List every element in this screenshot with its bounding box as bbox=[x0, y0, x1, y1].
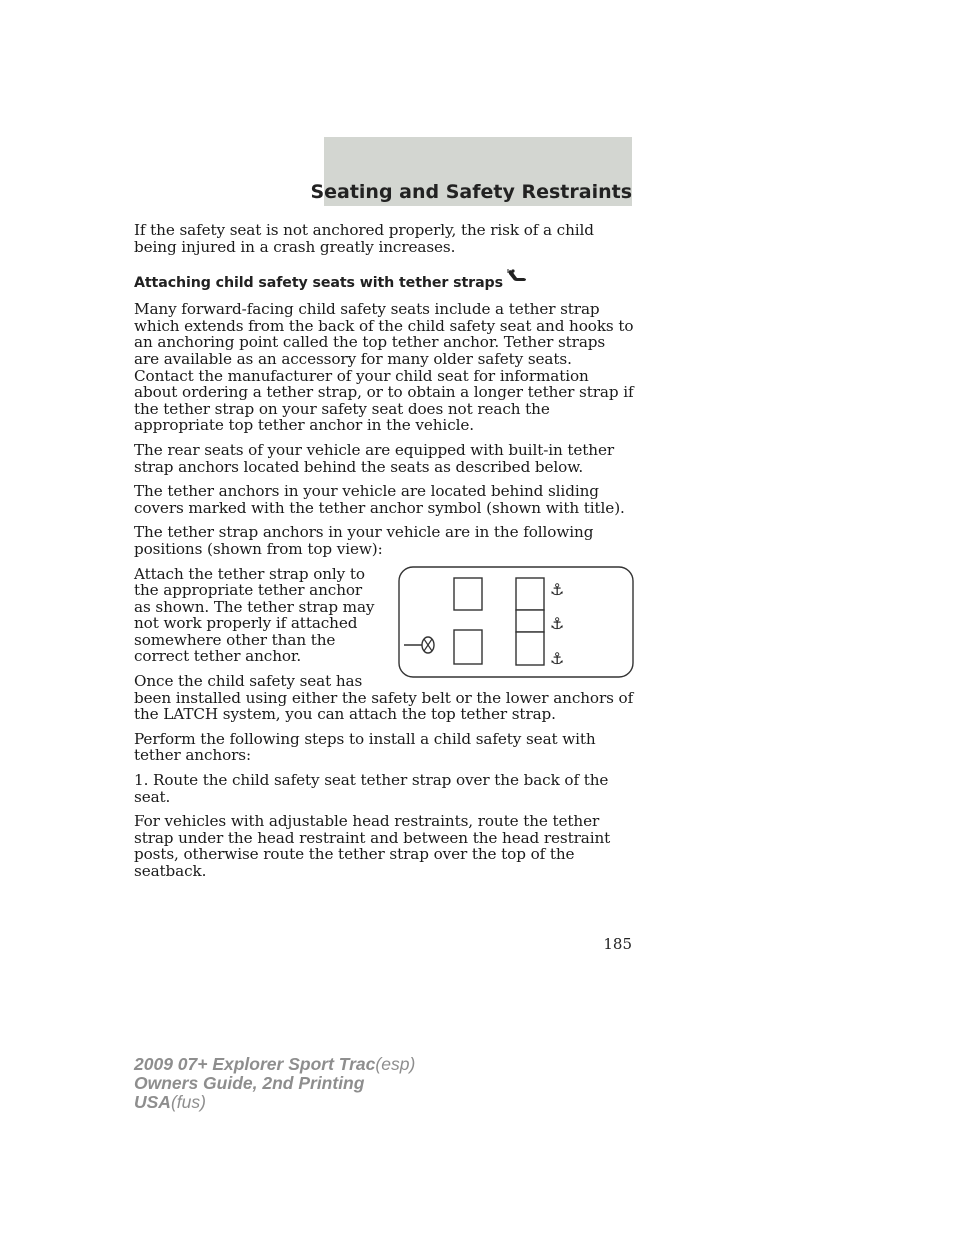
paragraph-6: Once the child safety seat has been installed using either the safety belt or the lower anchors of the LATCH system, you can attach the top tether strap. bbox=[134, 672, 634, 724]
footer-line-1: 2009 07+ Explorer Sport Trac(esp) bbox=[134, 1054, 416, 1074]
paragraph-4: The tether strap anchors in your vehicle are in the following positions (shown from top view): bbox=[134, 523, 594, 558]
rear-seat-right bbox=[516, 632, 544, 665]
anchor-symbol-left: ⚓ bbox=[550, 579, 565, 599]
front-seat bbox=[454, 578, 482, 610]
page-title: Seating and Safety Restraints bbox=[310, 181, 632, 203]
rear-seat-left bbox=[516, 578, 544, 610]
tether-anchor-diagram-svg bbox=[398, 566, 634, 678]
footer-line-2: Owners Guide, 2nd Printing bbox=[134, 1073, 365, 1093]
tether-anchor-diagram bbox=[398, 566, 634, 678]
anchor-symbol-right: ⚓ bbox=[550, 648, 565, 668]
intro-paragraph: If the safety seat is not anchored properly, the risk of a child being injured in a crash greatly increases. bbox=[134, 221, 594, 256]
anchor-symbol-center: ⚓ bbox=[550, 613, 565, 633]
footer-line-3: USA(fus) bbox=[134, 1092, 206, 1112]
rear-seat-center bbox=[516, 610, 544, 632]
paragraph-3: The tether anchors in your vehicle are located behind sliding covers marked with the tether anchor symbol (shown with title). bbox=[134, 482, 625, 517]
paragraph-7: Perform the following steps to install a child safety seat with tether anchors: bbox=[134, 729, 596, 765]
section-heading: Attaching child safety seats with tether straps bbox=[134, 269, 634, 292]
driver-seat bbox=[454, 630, 482, 664]
paragraph-8: For vehicles with adjustable head restraints, route the tether strap under the head restraint and between the head restraint posts, otherwise route the tether strap over the top of the seatback. bbox=[134, 812, 611, 880]
footer bbox=[134, 1055, 415, 1112]
main-content bbox=[134, 222, 634, 888]
paragraph-1: Many forward-facing child safety seats include a tether strap which extends from the back of the child safety seat and hooks to an anchoring point called the top tether anchor. Tether straps are available as an accessory for many older safety seats. Contact the manufacturer of your child seat for information about ordering a tether strap, or to obtain a longer tether strap if the tether strap on your safety seat does not reach the appropriate top tether anchor in the vehicle. bbox=[134, 300, 634, 435]
step-1: 1. Route the child safety seat tether strap over the back of the seat. bbox=[134, 771, 609, 806]
paragraph-5: Attach the tether strap only to the appropriate tether anchor as shown. The tether strap may not work properly if attached somewhere other than the correct tether anchor. bbox=[134, 564, 375, 666]
page-number: 185 bbox=[603, 935, 632, 953]
paragraph-2: The rear seats of your vehicle are equipped with built-in tether strap anchors located behind the seats as described below. bbox=[134, 440, 615, 476]
child-seat-tether-icon bbox=[507, 269, 527, 288]
